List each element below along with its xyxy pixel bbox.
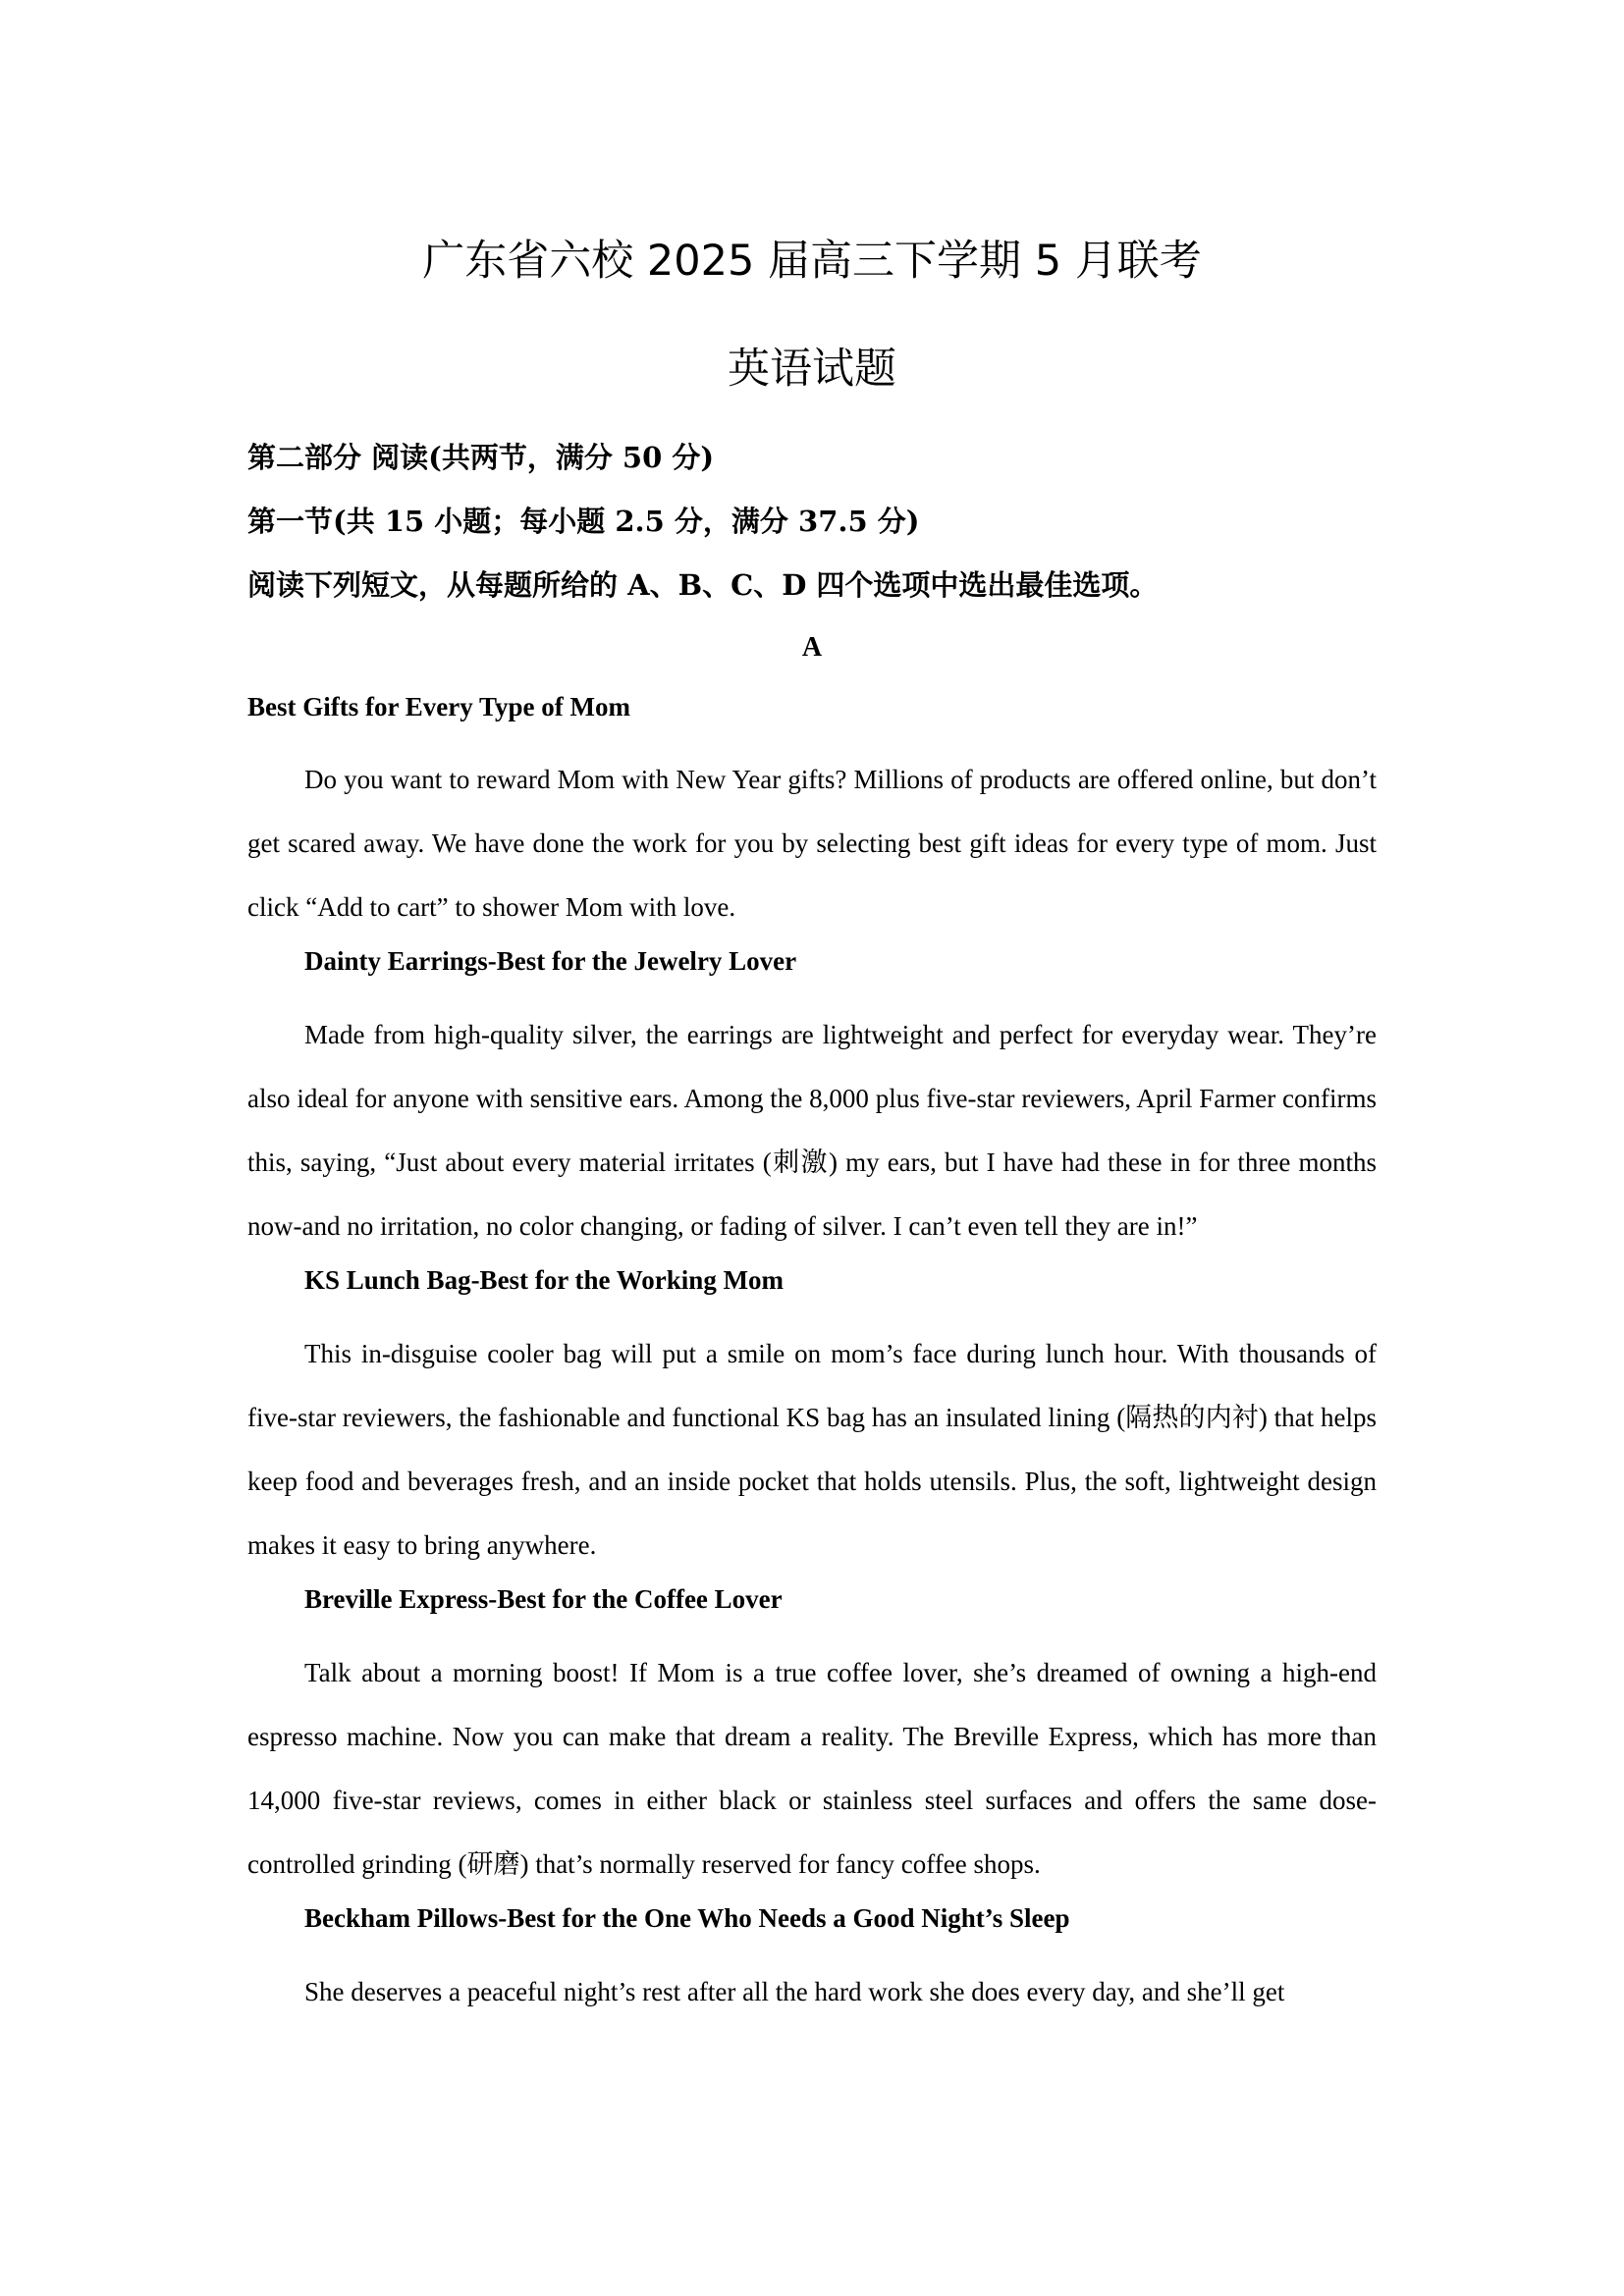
passage-article bbox=[247, 687, 1377, 2024]
item-body-pillows: She deserves a peaceful night’s rest after all the hard work she does every day, and she’ll get bbox=[304, 1977, 1285, 2006]
passage-label: A bbox=[801, 632, 823, 663]
part-instruction: 第二部分 阅读(共两节，满分 50 分) bbox=[247, 441, 715, 474]
passage-title: Best Gifts for Every Type of Mom bbox=[247, 692, 630, 721]
directions-instruction: 阅读下列短文，从每题所给的 A、B、C、D 四个选项中选出最佳选项。 bbox=[247, 568, 1159, 602]
item-heading-lunch-bag: KS Lunch Bag-Best for the Working Mom bbox=[304, 1265, 785, 1295]
section-instruction: 第一节(共 15 小题；每小题 2.5 分，满分 37.5 分) bbox=[247, 505, 920, 538]
item-body-lunch-bag: This in-disguise cooler bag will put a smile on mom’s face during lunch hour. With thousands of five-star reviewers, the fashionable and functional KS bag has an insulated lining (隔热的内衬) that helps keep food and beverages fresh, and an inside pocket that holds utensils. Plus, the soft, lightweight design makes it easy to bring anywhere. bbox=[247, 1339, 1377, 1560]
item-heading-earrings: Dainty Earrings-Best for the Jewelry Lover bbox=[304, 946, 797, 976]
item-heading-pillows: Beckham Pillows-Best for the One Who Needs a Good Night’s Sleep bbox=[304, 1903, 1070, 1933]
item-body-earrings: Made from high-quality silver, the earrings are lightweight and perfect for everyday wear. They’re also ideal for anyone with sensitive ears. Among the 8,000 plus five-star reviewers, April Farmer confirms this, saying, “Just about every material irritates (刺激) my ears, but I have had these in for three months now-and no irritation, no color changing, or fading of silver. I can’t even tell they are in!” bbox=[247, 1020, 1377, 1241]
passage-intro: Do you want to reward Mom with New Year gifts? Millions of products are offered online, but don’t get scared away. We have done the work for you by selecting best gift ideas for every type of mom. Just click “Add to cart” to shower Mom with love. bbox=[247, 765, 1377, 922]
exam-subtitle: 英语试题 bbox=[728, 345, 896, 394]
exam-title: 广东省六校 2025 届高三下学期 5 月联考 bbox=[422, 237, 1202, 286]
item-body-coffee: Talk about a morning boost! If Mom is a true coffee lover, she’s dreamed of owning a high-end espresso machine. Now you can make that dream a reality. The Breville Express, which has more than 14,000 five-star reviews, comes in either black or stainless steel surfaces and offers the same dose-controlled grinding (研磨) that’s normally reserved for fancy coffee shops. bbox=[247, 1658, 1377, 1879]
item-heading-coffee: Breville Express-Best for the Coffee Lover bbox=[304, 1584, 783, 1614]
